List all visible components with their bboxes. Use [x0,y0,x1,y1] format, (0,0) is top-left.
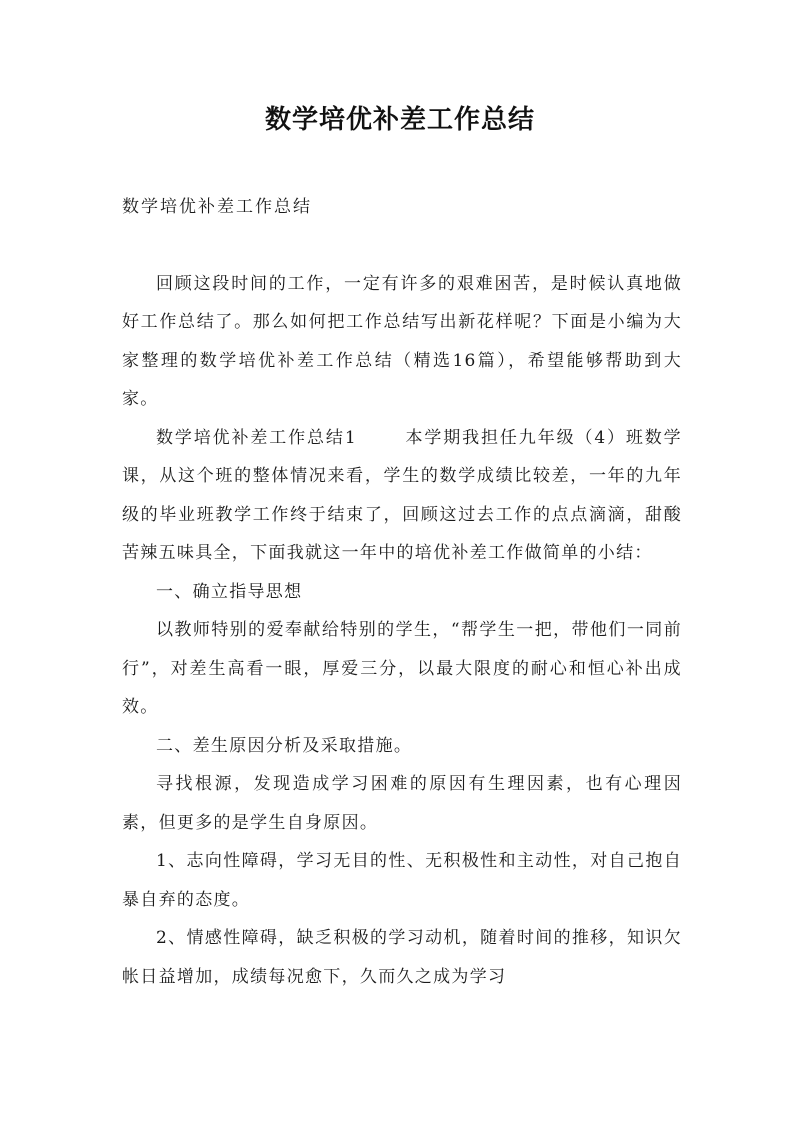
document-subtitle: 数学培优补差工作总结 [122,197,312,217]
guiding-ideology-paragraph: 以教师特别的爱奉献给特别的学生，“帮学生一把，带他们一同前行”，对差生高看一眼，厚爱三分，以最大限度的耐心和恒心补出成效。 [122,620,682,717]
heading-cause-analysis: 二、差生原因分析及采取措施。 [156,735,413,756]
cause-paragraph: 寻找根源，发现造成学习困难的原因有生理因素，也有心理因素，但更多的是学生自身原因。 [122,774,682,833]
heading-guiding-ideology: 一、确立指导思想 [156,581,303,602]
document-body [122,188,682,996]
obstacle-2-paragraph: 2、情感性障碍，缺乏积极的学习动机，随着时间的推移，知识欠帐日益增加，成绩每况愈下，久而久之成为学习 [122,928,682,987]
section-1-heading: 数学培优补差工作总结1 [156,427,357,448]
section-1-body: 本学期我担任九年级（4）班数学课，从这个班的整体情况来看，学生的数学成绩比较差，一年的九年级的毕业班教学工作终于结束了，回顾这过去工作的点点滴滴，甜酸苦辣五味具全，下面我就这一年中的培优补差工作做简单的小结： [122,427,682,563]
section-1-paragraph [122,419,682,573]
obstacle-1-paragraph: 1、志向性障碍，学习无目的性、无积极性和主动性，对自己抱自暴自弃的态度。 [122,851,682,910]
intro-paragraph: 回顾这段时间的工作，一定有许多的艰难困苦，是时候认真地做好工作总结了。那么如何把工作总结写出新花样呢？下面是小编为大家整理的数学培优补差工作总结（精选16篇），希望能够帮助到大家。 [122,273,682,409]
document-title: 数学培优补差工作总结 [264,105,535,135]
